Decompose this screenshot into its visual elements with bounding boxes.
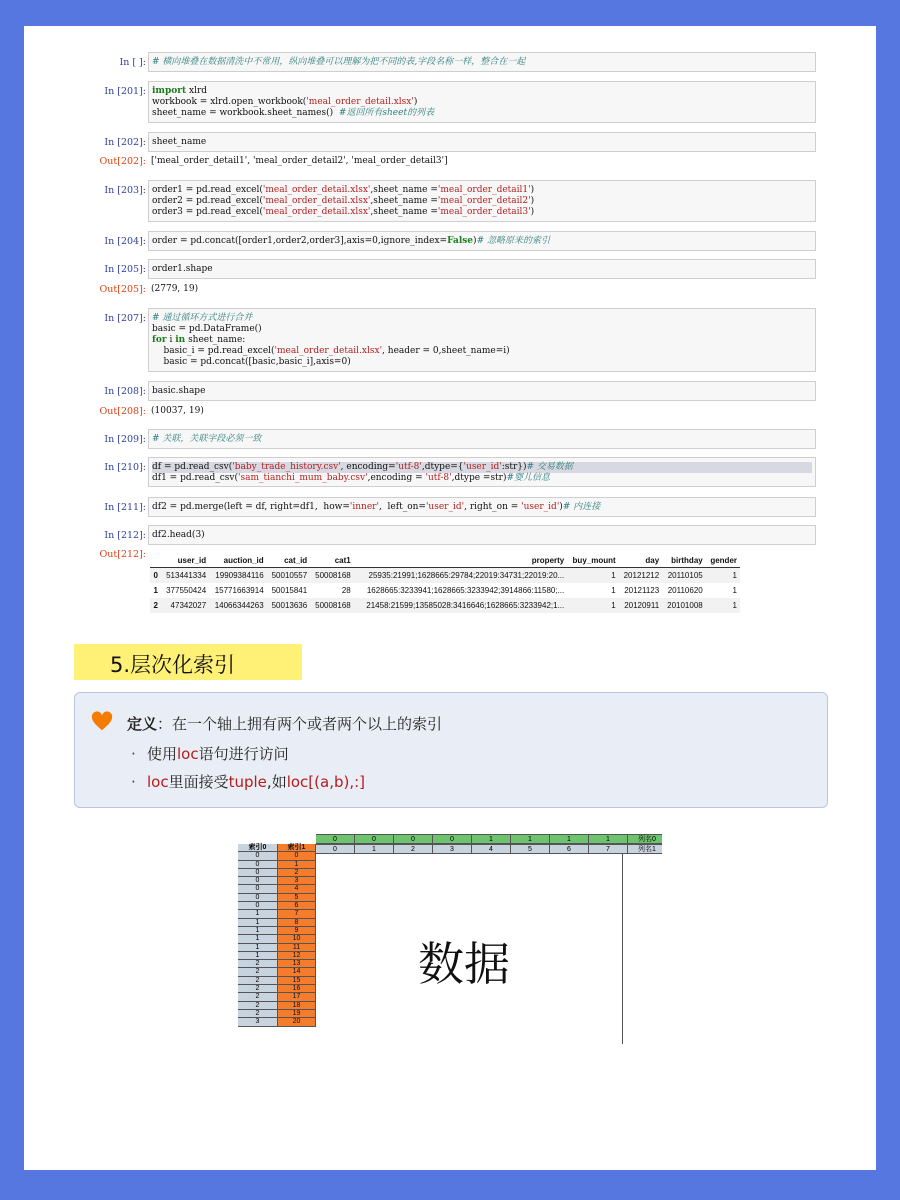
cell-prompt: In [201]: <box>104 86 146 97</box>
index0-cell: 1 <box>238 927 278 935</box>
col-level1-cell: 0 <box>316 844 355 854</box>
code-cell[interactable]: df2.head(3) <box>148 525 816 545</box>
page-sheet <box>24 26 876 1170</box>
index0-cell: 2 <box>238 968 278 976</box>
index1-cell: 8 <box>278 919 316 927</box>
col-level1-cell: 5 <box>511 844 550 854</box>
orange-heart-icon <box>91 711 113 733</box>
index1-cell: 20 <box>278 1018 316 1026</box>
index1-cell: 7 <box>278 910 316 918</box>
code-cell[interactable]: order = pd.concat([order1,order2,order3],axis=0,ignore_index=False)# 忽略原来的索引 <box>148 231 816 251</box>
output-prompt: Out[212]: <box>99 549 146 560</box>
index1-cell: 10 <box>278 935 316 943</box>
index-name1: 索引1 <box>278 844 316 852</box>
df-row: 1 377550424 15771663914 50015841 28 1628665:3233941;1628665:3233942;3914866:11580;... 1 20121123 20110620 1 <box>153 586 737 595</box>
df-header: cat1 <box>310 554 354 568</box>
index0-cell: 2 <box>238 993 278 1001</box>
index1-cell: 9 <box>278 927 316 935</box>
index0-cell: 1 <box>238 919 278 927</box>
df-header: user_id <box>161 554 209 568</box>
cell-prompt: In [207]: <box>104 313 146 324</box>
code-cell[interactable]: import xlrd workbook = xlrd.open_workbook('meal_order_detail.xlsx') sheet_name = workbook.sheet_names() #返回所有sheet的列表 <box>148 81 816 123</box>
index0-cell: 1 <box>238 944 278 952</box>
col-name0: 列名0 <box>628 834 662 844</box>
bullet2-text-mid: 里面接受 <box>168 773 229 791</box>
index0-cell: 0 <box>238 861 278 869</box>
code-cell[interactable]: # 横向堆叠在数据清洗中不常用，纵向堆叠可以理解为把不同的表,字段名称一样，整合在一起 <box>148 52 816 72</box>
index1-cell: 6 <box>278 902 316 910</box>
definition-line <box>127 713 442 734</box>
index1-cell: 5 <box>278 894 316 902</box>
df-row: 0 513441334 19909384116 50010557 50008168 25935:21991;1628665:29784;22019:34731;22019:20... 1 20121212 20110105 1 <box>150 568 740 584</box>
cell-prompt: In [205]: <box>104 264 146 275</box>
index1-cell: 3 <box>278 877 316 885</box>
index-level1-column <box>278 844 316 1027</box>
code-cell[interactable]: df2 = pd.merge(left = df, right=df1, how='inner', left_on='user_id', right_on = 'user_id')# 内连接 <box>148 497 816 517</box>
cell-output: ['meal_order_detail1', 'meal_order_detail2', 'meal_order_detail3'] <box>151 156 448 166</box>
index0-cell: 2 <box>238 960 278 968</box>
df-header: gender <box>706 554 740 568</box>
index0-cell: 0 <box>238 885 278 893</box>
df-header: property <box>354 554 568 568</box>
cell-prompt: In [210]: <box>104 462 146 473</box>
col-level1-cell: 6 <box>550 844 589 854</box>
index1-cell: 12 <box>278 952 316 960</box>
index1-cell: 18 <box>278 1002 316 1010</box>
index0-cell: 1 <box>238 935 278 943</box>
output-prompt: Out[205]: <box>99 284 146 295</box>
index-name0: 索引0 <box>238 844 278 852</box>
section-heading <box>74 644 302 680</box>
col-name1: 列名1 <box>628 844 662 854</box>
index0-cell: 0 <box>238 852 278 860</box>
index0-cell: 2 <box>238 1002 278 1010</box>
cell-prompt: In [211]: <box>104 502 146 513</box>
index1-cell: 0 <box>278 852 316 860</box>
index1-cell: 17 <box>278 993 316 1001</box>
bullet2-text-comma: ,如 <box>266 773 287 791</box>
index0-cell: 0 <box>238 877 278 885</box>
cell-output: (2779, 19) <box>151 284 199 294</box>
index1-cell: 11 <box>278 944 316 952</box>
col-level0-cell: 1 <box>589 834 628 844</box>
index0-cell: 2 <box>238 985 278 993</box>
index0-cell: 1 <box>238 952 278 960</box>
code-cell[interactable]: basic.shape <box>148 381 816 401</box>
section-heading-text: 5.层次化索引 <box>110 653 236 677</box>
index0-cell: 2 <box>238 977 278 985</box>
index0-cell: 0 <box>238 869 278 877</box>
index0-cell: 1 <box>238 910 278 918</box>
dataframe-output <box>150 554 740 620</box>
df-header: day <box>619 554 663 568</box>
col-level1-cell: 4 <box>472 844 511 854</box>
bullet1-text-pre: 使用 <box>147 745 178 763</box>
index1-cell: 4 <box>278 885 316 893</box>
col-level0-cell: 1 <box>472 834 511 844</box>
df-header: buy_mount <box>567 554 618 568</box>
code-cell[interactable]: # 关联，关联字段必须一致 <box>148 429 816 449</box>
bullet2-code3: loc[(a,b),:] <box>286 773 366 791</box>
bullet-loc-tuple: · loc里面接受tuple,如loc[(a,b),:] <box>131 773 366 791</box>
cell-prompt: In [202]: <box>104 137 146 148</box>
column-level1-row <box>316 844 662 854</box>
index0-cell: 2 <box>238 1010 278 1018</box>
df-header: cat_id <box>267 554 311 568</box>
hierarchical-index-figure <box>238 834 662 1044</box>
col-level0-cell: 1 <box>511 834 550 844</box>
col-level0-cell: 0 <box>433 834 472 844</box>
index0-cell: 3 <box>238 1018 278 1026</box>
cell-prompt: In [212]: <box>104 530 146 541</box>
code-cell[interactable]: df = pd.read_csv('baby_trade_history.csv', encoding='utf-8',dtype={'user_id':str})# 交易数据 df1 = pd.read_csv('sam_tianchi_mum_baby.csv',encoding = 'utf-8',dtype =str)#婴儿信息 <box>148 457 816 487</box>
index1-cell: 2 <box>278 869 316 877</box>
index1-cell: 14 <box>278 968 316 976</box>
df-header: birthday <box>662 554 706 568</box>
col-level0-cell: 1 <box>550 834 589 844</box>
cell-output: (10037, 19) <box>151 406 204 416</box>
df-header <box>150 554 161 568</box>
col-level0-cell: 0 <box>316 834 355 844</box>
index1-cell: 19 <box>278 1010 316 1018</box>
cell-prompt: In [204]: <box>104 236 146 247</box>
bullet2-code1: loc <box>147 773 169 791</box>
col-level1-cell: 7 <box>589 844 628 854</box>
code-cell[interactable]: order1.shape <box>148 259 816 279</box>
cell-prompt: In [209]: <box>104 434 146 445</box>
bullet1-code: loc <box>177 745 199 763</box>
col-level0-cell: 0 <box>355 834 394 844</box>
index1-cell: 16 <box>278 985 316 993</box>
code-cell[interactable]: # 通过循环方式进行合并 basic = pd.DataFrame() for i in sheet_name: basic_i = pd.read_excel('meal_order_detail.xlsx', header = 0,sheet_name=i) basic = pd.concat([basic,basic_i],axis=0) <box>148 308 816 372</box>
code-cell[interactable]: order1 = pd.read_excel('meal_order_detail.xlsx',sheet_name ='meal_order_detail1') order2 = pd.read_excel('meal_order_detail.xlsx',sheet_name ='meal_order_detail2') order3 = pd.read_excel('meal_order_detail.xlsx',sheet_name ='meal_order_detail3') <box>148 180 816 222</box>
index1-cell: 15 <box>278 977 316 985</box>
bullet1-text-post: 语句进行访问 <box>198 745 289 763</box>
col-level0-cell: 0 <box>394 834 433 844</box>
output-prompt: Out[208]: <box>99 406 146 417</box>
cell-prompt: In [ ]: <box>119 57 146 68</box>
bullet2-code2: tuple <box>228 773 267 791</box>
index0-cell: 0 <box>238 894 278 902</box>
col-level1-cell: 3 <box>433 844 472 854</box>
output-prompt: Out[202]: <box>99 156 146 167</box>
column-level0-row <box>316 834 662 844</box>
definition-text: ：在一个轴上拥有两个或者两个以上的索引 <box>157 715 443 733</box>
index0-cell: 0 <box>238 902 278 910</box>
data-divider-line <box>622 854 623 1044</box>
cell-prompt: In [203]: <box>104 185 146 196</box>
index-level0-column <box>238 844 278 1027</box>
col-level1-cell: 1 <box>355 844 394 854</box>
jupyter-notebook-screenshot <box>24 26 876 626</box>
df-row: 2 47342027 14066344263 50013636 50008168 21458:21599;13585028:3416646;1628665:3233942;1... 1 20120911 20101008 1 <box>150 598 740 613</box>
bullet-loc-access: · 使用loc语句进行访问 <box>131 745 289 763</box>
df-header: auction_id <box>209 554 267 568</box>
code-cell[interactable]: sheet_name <box>148 132 816 152</box>
index1-cell: 13 <box>278 960 316 968</box>
col-level1-cell: 2 <box>394 844 433 854</box>
index1-cell: 1 <box>278 861 316 869</box>
definition-box <box>74 692 828 808</box>
definition-label: 定义 <box>127 715 158 733</box>
cell-prompt: In [208]: <box>104 386 146 397</box>
data-label: 数据 <box>418 937 510 991</box>
